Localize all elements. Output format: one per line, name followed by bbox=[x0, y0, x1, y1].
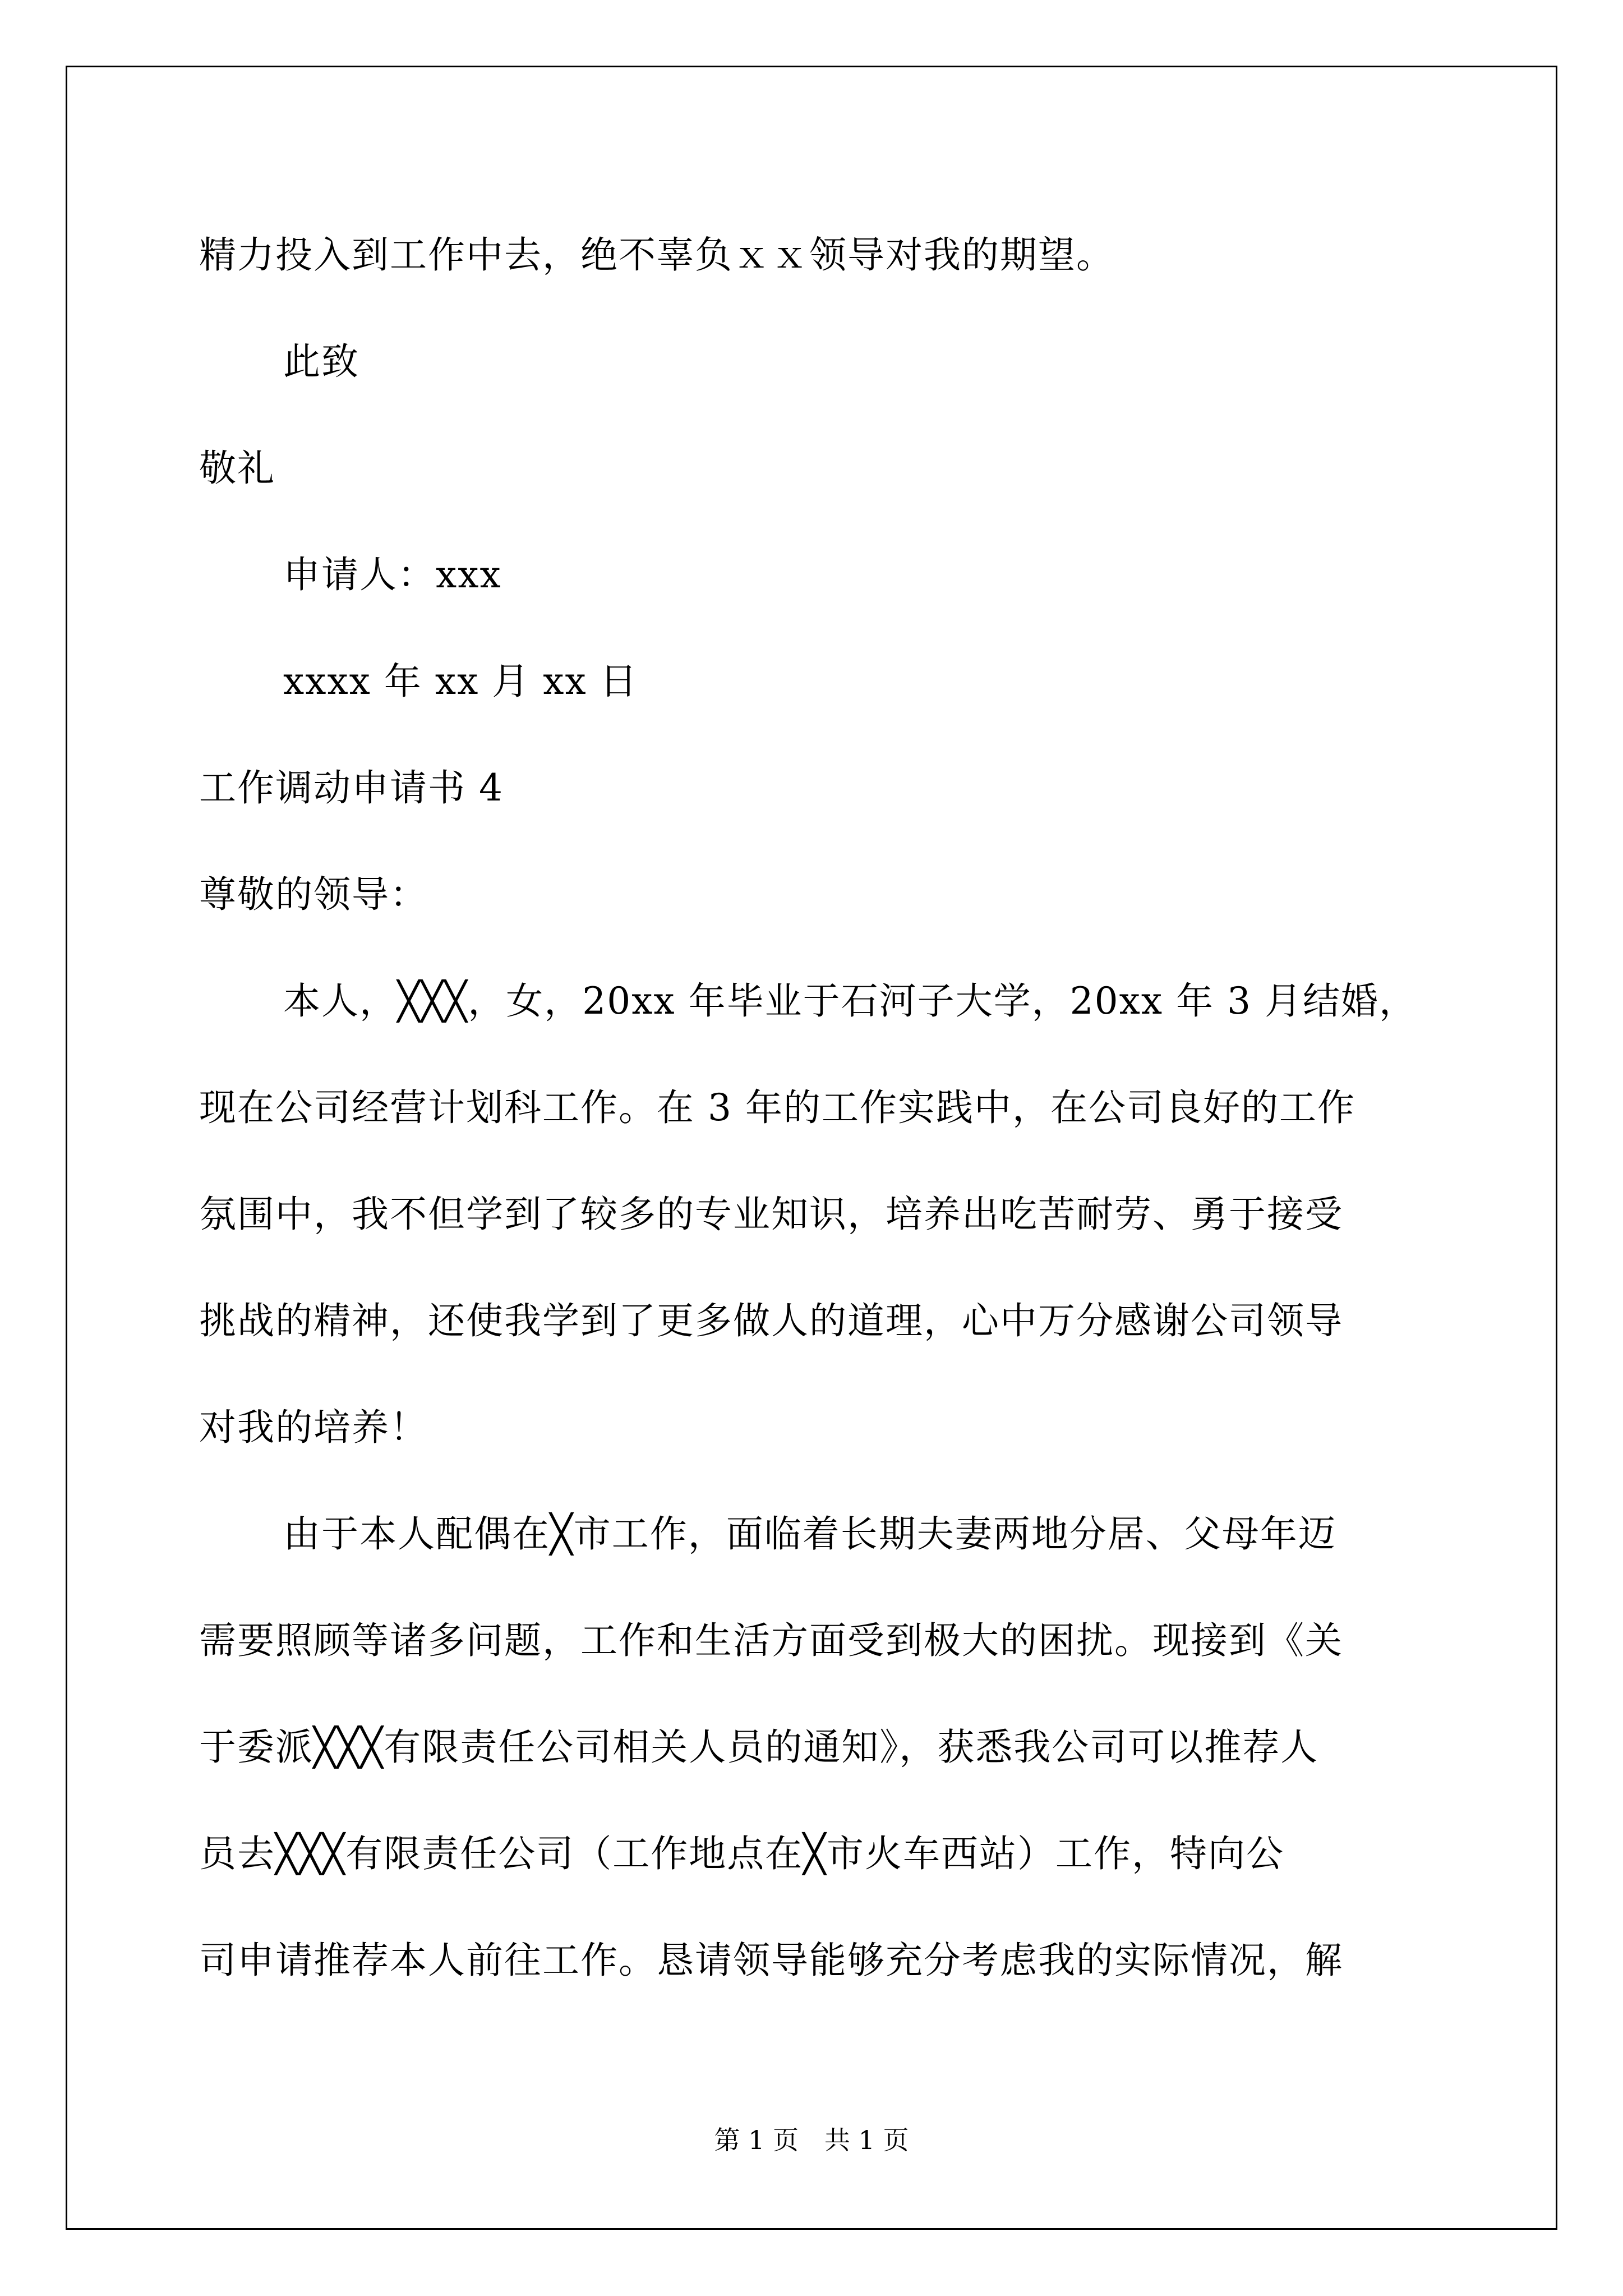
greeting: 尊敬的领导： bbox=[199, 873, 428, 916]
paragraph-line: 氛围中，我不但学到了较多的专业知识，培养出吃苦耐劳、勇于接受 bbox=[199, 1193, 1343, 1236]
paragraph-line: 挑战的精神，还使我学到了更多做人的道理，心中万分感谢公司领导 bbox=[199, 1299, 1343, 1342]
closing-respect: 敬礼 bbox=[199, 447, 275, 490]
paragraph-line: 司申请推荐本人前往工作。恳请领导能够充分考虑我的实际情况，解 bbox=[199, 1939, 1343, 1982]
paragraph-reason bbox=[199, 1481, 1433, 2014]
paragraph-introduction bbox=[199, 948, 1433, 1481]
paragraph-line: 员去╳╳╳有限责任公司（工作地点在╳市火车西站）工作，特向公 bbox=[199, 1832, 1284, 1875]
paragraph-line: 本人，╳╳╳，女，20xx 年毕业于石河子大学，20xx 年 3 月结婚， bbox=[283, 979, 1417, 1023]
section-title: 工作调动申请书 4 bbox=[199, 766, 504, 809]
closing-salutation: 此致 bbox=[283, 340, 359, 383]
text-line: 精力投入到工作中去，绝不辜负ｘｘ领导对我的期望。 bbox=[199, 233, 1114, 277]
paragraph-line: 需要照顾等诸多问题，工作和生活方面受到极大的困扰。现接到《关 bbox=[199, 1619, 1343, 1662]
paragraph-line: 对我的培养！ bbox=[199, 1406, 428, 1449]
page-footer: 第 1 页 共 1 页 bbox=[714, 2125, 909, 2155]
applicant-signature: 申请人：xxx bbox=[283, 553, 502, 596]
application-date: xxxx 年 xx 月 xx 日 bbox=[283, 660, 638, 703]
paragraph-line: 现在公司经营计划科工作。在 3 年的工作实践中，在公司良好的工作 bbox=[199, 1086, 1355, 1129]
paragraph-line: 于委派╳╳╳有限责任公司相关人员的通知》，获悉我公司可以推荐人 bbox=[199, 1726, 1319, 1769]
paragraph-line: 由于本人配偶在╳市工作，面临着长期夫妻两地分居、父母年迈 bbox=[283, 1512, 1336, 1556]
document-body bbox=[199, 202, 1433, 2014]
